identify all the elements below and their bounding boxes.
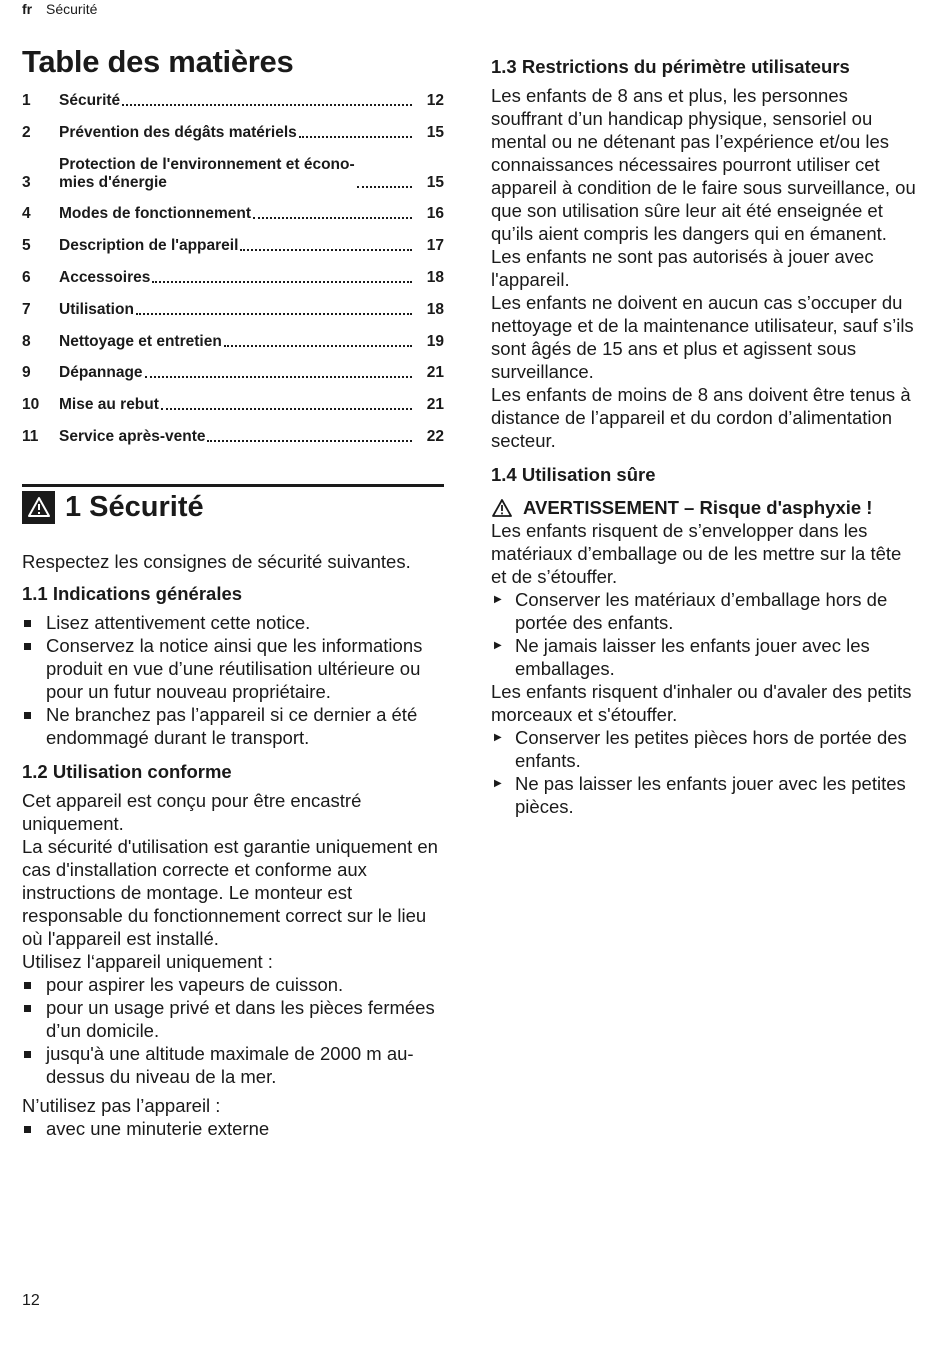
toc-entry-title: Nettoyage et entretien	[59, 332, 222, 350]
subsection-1-1-title: 1.1 Indications générales	[22, 582, 243, 604]
toc-entry[interactable]	[22, 301, 444, 319]
toc-entry-number: 6	[22, 268, 31, 286]
toc-entry-title: Utilisation	[59, 300, 134, 318]
paragraph: Utilisez l‘appareil uniquement :	[22, 950, 273, 972]
toc-entry-title: Dépannage	[59, 364, 143, 382]
right-column	[491, 56, 919, 818]
action-list	[491, 726, 919, 818]
paragraph: La sécurité d'utilisation est garantie uniquement en cas d'installation correcte et conforme aux instructions de montage. Le monteur est responsable du fonctionnement correct sur le lieu où l'appareil est installé.	[22, 835, 438, 949]
toc-entry-title: Sécurité	[59, 92, 121, 109]
action-item: ▶ Conserver les petites pièces hors de portée des enfants.	[491, 726, 919, 772]
section-1-intro: Respectez les consignes de sécurité suivantes.	[22, 550, 411, 572]
toc-entry[interactable]	[22, 205, 444, 223]
toc-leader-dots	[240, 249, 412, 251]
toc-entry-number: 10	[22, 396, 40, 414]
section-1-heading	[22, 484, 444, 524]
left-column	[22, 44, 444, 1140]
toc-entry-page: 18	[426, 268, 444, 286]
toc-leader-dots	[122, 104, 412, 106]
list-item: jusqu'à une altitude maximale de 2000 m au-dessus du niveau de la mer.	[22, 1042, 444, 1088]
running-section-title: Sécurité	[46, 1, 98, 17]
toc-entry-number: 11	[22, 427, 39, 445]
toc-entry-page: 16	[426, 205, 444, 223]
toc-entry-title: Mise au rebut	[59, 396, 159, 414]
toc-entry-page: 12	[426, 92, 444, 109]
intended-use-list	[22, 973, 444, 1088]
toc-leader-dots	[207, 440, 412, 442]
paragraph: Les enfants ne doivent en aucun cas s’occuper du nettoyage et de la maintenance utilisateur, sauf s’ils sont âgés de 15 ans et plus et agissent sous surveillance.	[491, 292, 914, 382]
subsection-1-2-title: 1.2 Utilisation conforme	[22, 760, 232, 782]
toc-entry-number: 7	[22, 300, 31, 318]
toc-entry-title: Accessoires	[59, 268, 151, 286]
paragraph: Les enfants de moins de 8 ans doivent être tenus à distance de l’appareil et du cordon d’alimentation secteur.	[491, 384, 911, 451]
warning-icon	[22, 491, 55, 524]
list-item: pour aspirer les vapeurs de cuisson.	[22, 973, 444, 996]
toc-entry-title: Protection de l'environnement et écono- mies d'énergie	[59, 155, 355, 191]
toc-entry-number: 8	[22, 332, 31, 350]
action-item: ▶ Ne pas laisser les enfants jouer avec les petites pièces.	[491, 772, 919, 818]
list-item: avec une minuterie externe	[22, 1117, 444, 1140]
page-header	[22, 1, 97, 17]
toc-entry-page: 21	[426, 396, 444, 414]
general-instructions-list	[22, 611, 444, 749]
toc-entry-number: 2	[22, 123, 31, 141]
toc-list	[22, 92, 444, 446]
toc-entry[interactable]	[22, 237, 444, 255]
action-item: ▶ Ne jamais laisser les enfants jouer avec les emballages.	[491, 634, 919, 680]
toc-leader-dots	[253, 217, 412, 219]
toc-leader-dots	[152, 281, 412, 283]
paragraph: Les enfants risquent d'inhaler ou d'avaler des petits morceaux et s'étouffer.	[491, 681, 912, 725]
toc-entry-page: 18	[426, 300, 444, 318]
toc-leader-dots	[145, 376, 412, 378]
toc-entry-number: 3	[22, 173, 31, 191]
toc-entry-page: 15	[426, 173, 444, 191]
toc-leader-dots	[224, 345, 412, 347]
toc-entry-title: Prévention des dégâts matériels	[59, 123, 297, 141]
paragraph: N’utilisez pas l’appareil :	[22, 1094, 221, 1116]
list-item: Ne branchez pas l’appareil si ce dernier a été endommagé durant le transport.	[22, 703, 444, 749]
toc-entry[interactable]	[22, 333, 444, 351]
toc-entry-page: 21	[426, 364, 444, 382]
toc-entry[interactable]	[22, 92, 444, 110]
toc-entry-number: 5	[22, 237, 31, 255]
toc-entry-title: Description de l'appareil	[59, 237, 239, 255]
toc-entry-number: 4	[22, 205, 31, 223]
action-item: ▶ Conserver les matériaux d’emballage hors de portée des enfants.	[491, 588, 919, 634]
paragraph: Les enfants risquent de s’envelopper dans les matériaux d’emballage ou de les mettre sur la tête et de s’étouffer.	[491, 520, 902, 587]
toc-heading: Table des matières	[22, 44, 294, 79]
toc-entry-page: 19	[426, 332, 444, 350]
language-code: fr	[22, 1, 33, 17]
toc-entry-title: Service après-vente	[59, 427, 206, 445]
toc-entry-page: 17	[426, 237, 444, 255]
toc-entry-title: Modes de fonctionnement	[59, 205, 252, 223]
action-list	[491, 588, 919, 680]
section-1-title: 1 Sécurité	[65, 490, 204, 523]
toc-entry[interactable]	[22, 364, 444, 382]
warning-triangle-icon	[491, 498, 513, 518]
toc-leader-dots	[357, 186, 412, 188]
subsection-1-3-title: 1.3 Restrictions du périmètre utilisateurs	[491, 56, 850, 77]
toc-leader-dots	[161, 408, 412, 410]
toc-entry-number: 9	[22, 364, 31, 382]
toc-entry-page: 22	[426, 427, 444, 445]
toc-entry[interactable]	[22, 124, 444, 142]
prohibited-use-list	[22, 1117, 444, 1140]
warning-heading	[491, 496, 919, 519]
subsection-1-4-title: 1.4 Utilisation sûre	[491, 464, 656, 485]
toc-entry[interactable]	[22, 428, 444, 446]
paragraph: Cet appareil est conçu pour être encastré uniquement.	[22, 789, 362, 834]
list-item: Lisez attentivement cette notice.	[22, 611, 444, 634]
toc-entry-page: 15	[426, 123, 444, 141]
toc-entry[interactable]	[22, 396, 444, 414]
toc-leader-dots	[299, 136, 412, 138]
toc-leader-dots	[136, 313, 412, 315]
warning-text: AVERTISSEMENT – Risque d'asphyxie !	[523, 497, 873, 518]
list-item: Conservez la notice ainsi que les informations produit en vue d’une réutilisation ultérieure ou pour un futur nouveau propriétaire.	[22, 634, 444, 703]
paragraph: Les enfants de 8 ans et plus, les personnes souffrant d’un handicap physique, sensoriel ou mental ou ne détenant pas l’expérience et/ou les connaissances nécessaires pourront utiliser cet appareil à condition de le faire sous surveillance, ou que son utilisation sûre leur ait été enseignée et qu’ils aient compris les dangers qui en émanent.	[491, 85, 916, 244]
toc-entry-number: 1	[22, 92, 31, 109]
toc-entry[interactable]	[22, 269, 444, 287]
list-item: pour un usage privé et dans les pièces fermées d’un domicile.	[22, 996, 444, 1042]
page-number: 12	[22, 1292, 40, 1309]
paragraph: Les enfants ne sont pas autorisés à jouer avec l'appareil.	[491, 246, 874, 290]
toc-entry[interactable]	[22, 156, 444, 192]
